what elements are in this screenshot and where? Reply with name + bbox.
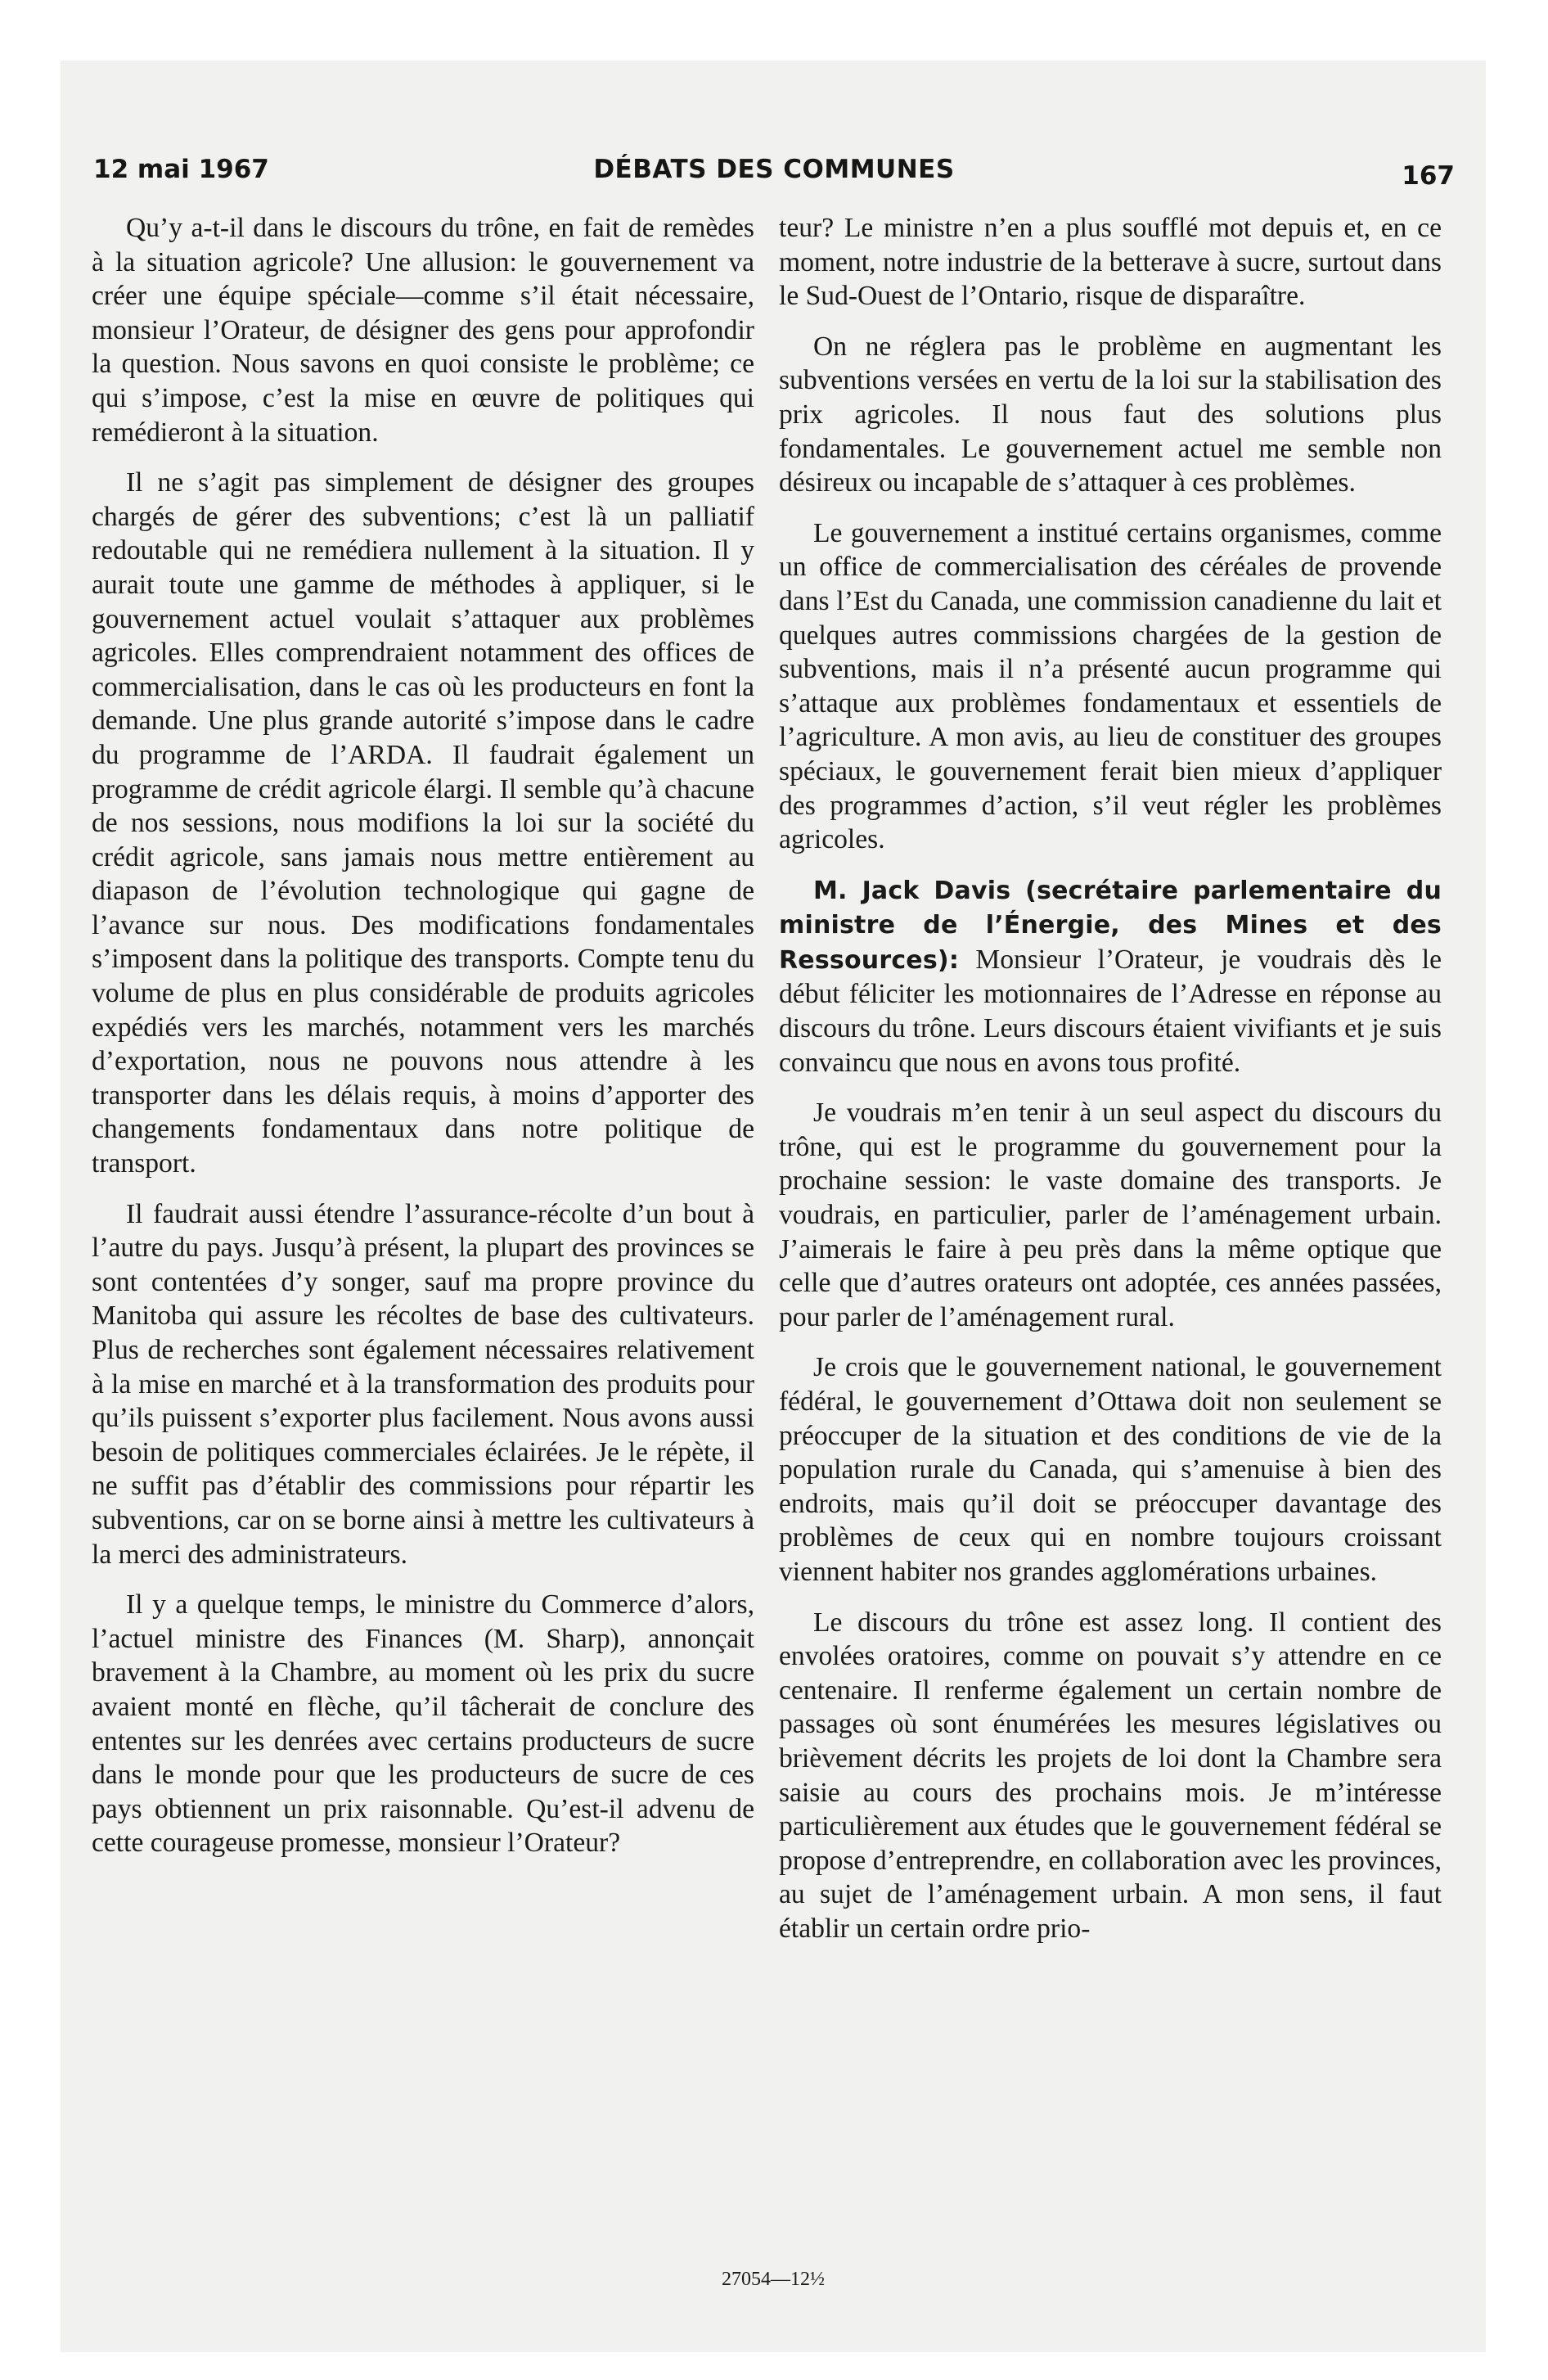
left-column <box>92 211 754 1877</box>
signature-mark: 27054—12½ <box>722 2269 825 2290</box>
page-number: 167 <box>1402 161 1455 191</box>
running-header <box>93 146 1455 196</box>
right-paragraph-7: Le discours du trône est assez long. Il contient des envolées oratoires, comme on pouvait s’y attendre en ce centenaire. Il renferme également un certain nombre de passages où sont énumérées les mesures législatives ou brièvement décrits les projets de loi dont la Chambre sera saisie au cours des prochains mois. Je m’intéresse particulièrement aux études que le gouvernement fédéral se propose d’entreprendre, en collaboration avec les provinces, au sujet de l’aménagement urbain. A mon sens, il faut établir un certain ordre prio- <box>779 1607 1442 1944</box>
left-paragraph-3: Il faudrait aussi étendre l’assurance-récolte d’un bout à l’autre du pays. Jusqu’à présent, la plupart des provinces se sont contentées d’y songer, sauf ma propre province du Manitoba qui assure les récoltes de base des cultivateurs. Plus de recherches sont également nécessaires relativement à la mise en marché et à la transformation des produits pour qu’ils puissent s’exporter plus facilement. Nous avons aussi besoin de politiques commerciales éclairées. Je le répète, il ne suffit pas d’établir des commissions pour répartir les subventions, car on se borne ainsi à mettre les cultivateurs à la merci des administrateurs. <box>92 1198 754 1570</box>
right-paragraph-4: Monsieur l’Orateur, je voudrais dès le début féliciter les motionnaires de l’Adresse en réponse au discours du trône. Leurs discours étaient vivifiants et je suis convaincu que nous en avons tous profité. <box>779 944 1442 1078</box>
right-column <box>779 211 1442 1963</box>
header-date: 12 mai 1967 <box>93 155 269 184</box>
header-title: DÉBATS DES COMMUNES <box>593 155 955 184</box>
left-paragraph-2: Il ne s’agit pas simplement de désigner des groupes chargés de gérer des subventions; c’est là un palliatif redoutable qui ne remédiera nullement à la situation. Il y aurait toute une gamme de méthodes à appliquer, si le gouvernement actuel voulait s’attaquer aux problèmes agricoles. Elles comprendraient notamment des offices de commercialisation, dans le cas où les producteurs en font la demande. Une plus grande autorité s’impose dans le cadre du programme de l’ARDA. Il faudrait également un programme de crédit agricole élargi. Il semble qu’à chacune de nos sessions, nous modifions la loi sur la société du crédit agricole, sans jamais nous mettre entièrement au diapason de l’évolution technologique qui gagne de l’avance sur nous. Des modifications fondamentales s’imposent dans la politique des transports. Compte tenu du volume de plus en plus considérable de produits agricoles expédiés vers les marchés, notamment vers les marchés d’exportation, nous ne pouvons nous attendre à les transporter dans les délais requis, à moins d’apporter des changements fondamentaux dans notre politique de transport. <box>92 467 754 1179</box>
scanned-page <box>61 61 1486 2352</box>
right-paragraph-3: Le gouvernement a institué certains organismes, comme un office de commercialisation des céréales de provende dans l’Est du Canada, une commission canadienne du lait et quelques autres commissions chargées de la gestion de subventions, mais il n’a présenté aucun programme qui s’attaque aux problèmes fondamentaux et essentiels de l’agriculture. A mon avis, au lieu de constituer des groupes spéciaux, le gouvernement ferait bien mieux d’appliquer des programmes d’action, s’il veut régler les problèmes agricoles. <box>779 517 1442 855</box>
right-paragraph-2: On ne réglera pas le problème en augmentant les subventions versées en vertu de la loi sur la stabilisation des prix agricoles. Il nous faut des solutions plus fondamentales. Le gouvernement actuel me semble non désireux ou incapable de s’attaquer à ces problèmes. <box>779 331 1442 498</box>
right-paragraph-5: Je voudrais m’en tenir à un seul aspect du discours du trône, qui est le programme du gouvernement pour la prochaine session: le vaste domaine des transports. Je voudrais, en particulier, parler de l’aménagement urbain. J’aimerais le faire à peu près dans la même optique que celle que d’autres orateurs ont adoptée, ces années passées, pour parler de l’aménagement rural. <box>779 1098 1442 1332</box>
left-paragraph-1: Qu’y a-t-il dans le discours du trône, en fait de remèdes à la situation agricole? Une allusion: le gouvernement va créer une équipe spéciale—comme s’il était nécessaire, monsieur l’Orateur, de désigner des gens pour approfondir la question. Nous savons en quoi consiste le problème; ce qui s’impose, c’est la mise en œuvre de politiques qui remédieront à la situation. <box>92 213 754 448</box>
page-sheet <box>61 61 1486 2352</box>
right-paragraph-6: Je crois que le gouvernement national, le gouvernement fédéral, le gouvernement d’Ottawa doit non seulement se préoccuper de la situation et des conditions de vie de la population rurale du Canada, qui s’amenuise à bien des endroits, mais qu’il doit se préoccuper davantage des problèmes de ceux qui en nombre toujours croissant viennent habiter nos grandes agglomérations urbaines. <box>779 1352 1442 1587</box>
speaker-paragraph <box>779 873 1442 1080</box>
left-paragraph-4: Il y a quelque temps, le ministre du Commerce d’alors, l’actuel ministre des Finances (M. Sharp), annonçait bravement à la Chambre, au moment où les prix du sucre avaient monté en flèche, qu’il tâcherait de conclure des ententes sur les denrées avec certains producteurs de sucre dans le monde pour que les producteurs de sucre de ces pays obtiennent un prix raisonnable. Qu’est-il advenu de cette courageuse promesse, monsieur l’Orateur? <box>92 1589 754 1859</box>
speaker-name: M. Jack Davis (secrétaire parlementaire du ministre de l’Énergie, des Mines et des Ressources): <box>779 876 1442 975</box>
right-paragraph-1: teur? Le ministre n’en a plus soufflé mot depuis et, en ce moment, notre industrie de la betterave à sucre, surtout dans le Sud-Ouest de l’Ontario, risque de disparaître. <box>779 213 1442 312</box>
